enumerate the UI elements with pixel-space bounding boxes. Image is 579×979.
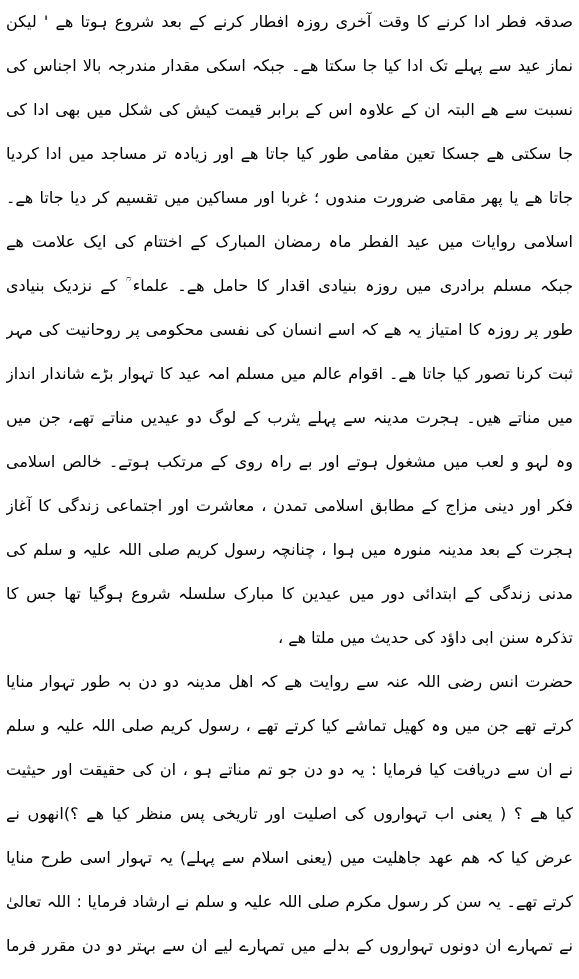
text-line: کرتے تھے جن میں وہ کھیل تماشے کیا کرتے تھے ، رسول کریم صلی اللہ علیہ و سلم [6,716,573,735]
text-line: نماز عید سے پہلے تک ادا کیا جا سکتا ھے۔ جبکہ اسکی مقدار مندرجہ بالا اجناس کی [6,56,573,75]
text-line: کیا ھے ؟ ( یعنی اب تہواروں کی اصلیت اور تاریخی پس منظر کیا ھے ؟)انھوں نے [6,804,573,823]
text-line: حضرت انس رضی اللہ عنہ سے روایت ھے کہ اھل مدینہ دو دن بہ طور تہوار منایا [6,672,573,691]
text-line: طور پر روزہ کا امتیاز یہ ھے کہ اسے انسان کی نفسی محکومی پر روحانیت کی مہر [6,320,573,339]
text-line: جبکہ مسلم برادری میں روزہ بنیادی اقدار کا حامل ھے۔ علماء ؒ کے نزدیک بنیادی [6,276,573,295]
text-line: وہ لہو و لعب میں مشغول ہوتے اور بے راہ روی کے مرتکب ہوتے۔ خالص اسلامی [6,452,573,471]
text-line: اسلامی روایات میں عید الفطر ماہ رمضان المبارک کے اختتام کی ایک علامت ھے [6,232,573,251]
text-line: نے ان سے دریافت کیا فرمایا : یہ دو دن جو تم مناتے ہو ، ان کی حقیقت اور حیثیت [6,760,573,779]
text-line: فکر اور دینی مزاج کے مطابق اسلامی تمدن ، معاشرت اور اجتماعی زندگی کا آغاز [6,496,573,515]
text-line: ہجرت کے بعد مدینہ منورہ میں ہوا ، چنانچہ رسول کریم صلی اللہ علیہ و سلم کی [6,540,573,559]
text-line: میں مناتے ھیں۔ ہجرت مدینہ سے پہلے یثرب کے لوگ دو عیدیں مناتے تھے، جن میں [6,408,573,427]
text-line: نسبت سے ھے البتہ ان کے علاوہ اس کے برابر قیمت کیش کی شکل میں بھی ادا کی [6,100,573,119]
text-line: جاتا ھے یا پھر مقامی ضرورت مندوں ؛ غربا اور مساکین میں تقسیم کر دیا جاتا ھے۔ [6,188,573,207]
text-line: عرض کیا کہ ھم عھد جاھلیت میں (یعنی اسلام سے پہلے) یہ تہوار اسی طرح منایا [6,848,573,867]
text-line: کرتے تھے۔ یہ سن کر رسول مکرم صلی اللہ علیہ و سلم نے ارشاد فرمایا : اللہ تعالیٰ [6,892,573,911]
text-line: صدقہ فطر ادا کرنے کا وقت آخری روزہ افطار کرنے کے بعد شروع ہوتا ھے ' لیکن [6,12,573,31]
text-line: نے تمہارے ان دونوں تہواروں کے بدلے میں تمہارے لیے ان سے بہتر دو دن مقرر فرما [6,936,573,955]
paragraph-end-line: تذکرہ سنن ابی داؤد کی حدیث میں ملتا ھے ، [277,628,573,647]
text-line: جا سکتی ھے جسکا تعین مقامی طور کیا جاتا ھے اور زیادہ تر مساجد میں ادا کردیا [6,144,573,163]
text-line: ثبت کرنا تصور کیا جاتا ھے۔ اقوام عالم میں مسلم امہ عید کا تہوار بڑے شاندار انداز [6,364,573,383]
text-line: مدنی زندگی کے ابتدائی دور میں عیدین کا مبارک سلسلہ شروع ہوگیا تھا جس کا [6,584,573,603]
